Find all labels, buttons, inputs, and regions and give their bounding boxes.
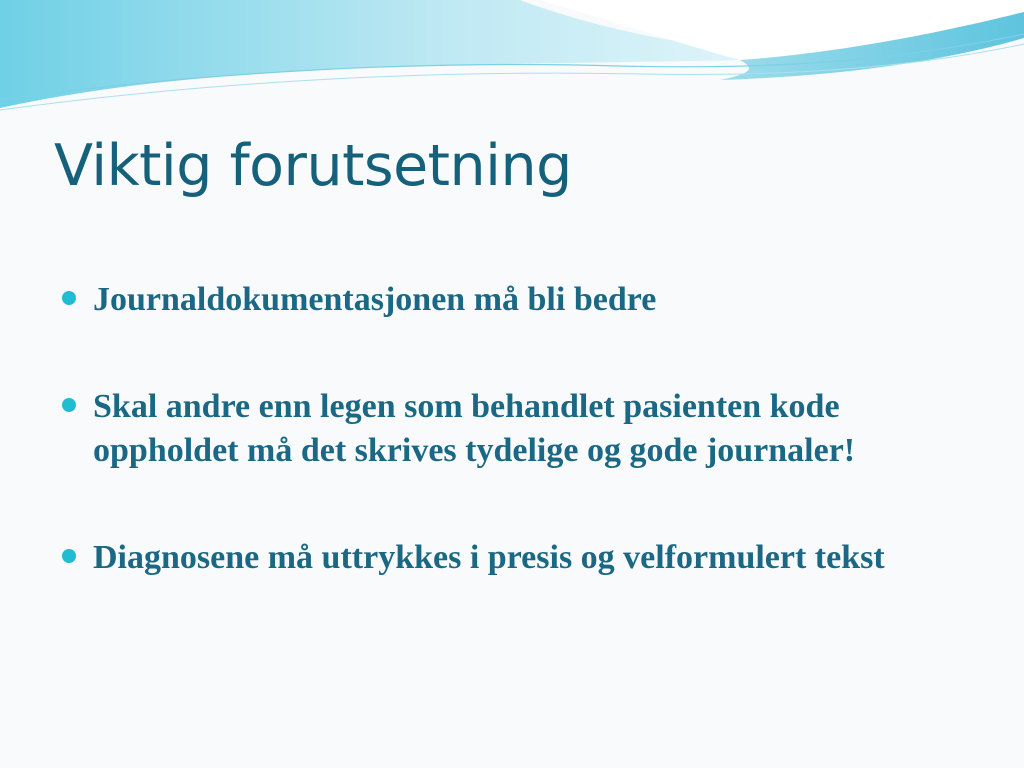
bullet-text: Skal andre enn legen som behandlet pasienten kode oppholdet må det skrives tydelige og gode journaler! bbox=[93, 388, 856, 469]
header-wave-decoration bbox=[0, 0, 1024, 120]
bullet-item bbox=[62, 385, 962, 473]
bullet-item bbox=[62, 536, 962, 580]
bullet-dot-icon bbox=[62, 549, 76, 563]
bullet-dot-icon bbox=[62, 398, 76, 412]
bullet-text: Journaldokumentasjonen må bli bedre bbox=[93, 281, 657, 318]
bullet-dot-icon bbox=[62, 291, 76, 305]
bullet-list bbox=[62, 278, 962, 580]
bullet-text: Diagnosene må uttrykkes i presis og velformulert tekst bbox=[93, 539, 885, 576]
slide-title: Viktig forutsetning bbox=[54, 133, 572, 199]
bullet-item bbox=[62, 278, 962, 322]
